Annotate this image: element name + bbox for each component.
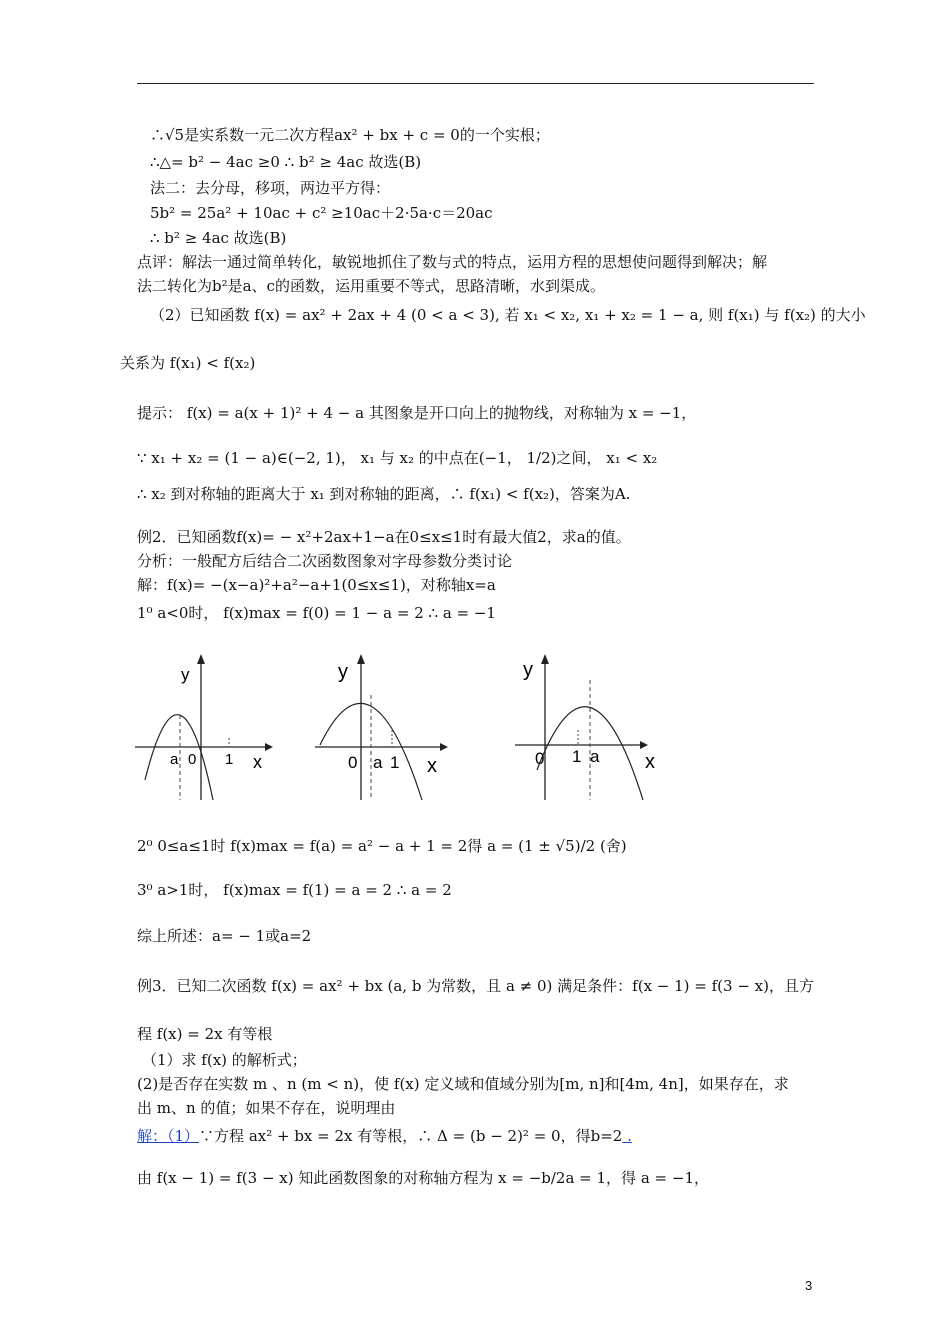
tick-label: a [590, 747, 600, 766]
hint-line: ∴ x₂ 到对称轴的距离大于 x₁ 到对称轴的距离，∴ f(x₁) < f(x₂)，答案为A. [137, 485, 631, 503]
parabola-graphs [125, 650, 715, 810]
case-line: 3⁰ a>1时， f(x)max = f(1) = a = 2 ∴ a = 2 [137, 881, 452, 899]
text-line: ∴ b² ≥ 4ac 故选(B) [150, 229, 287, 247]
solution-link-dot[interactable]: . [622, 1127, 632, 1145]
question-line: 出 m、n 的值；如果不存在，说明理由 [137, 1099, 396, 1117]
text-line: ∴△= b² − 4ac ≥0 ∴ b² ≥ 4ac 故选(B) [150, 153, 422, 171]
tick-label: 1 [225, 751, 234, 768]
comment-line: 法二转化为b²是a、c的函数，运用重要不等式，思路清晰，水到渠成。 [137, 277, 605, 295]
example-line: 例3．已知二次函数 f(x) = ax² + bx (a, b 为常数，且 a ≠ 0) 满足条件：f(x − 1) = f(3 − x)，且方 [137, 977, 814, 995]
case-line: 1⁰ a<0时， f(x)max = f(0) = 1 − a = 2 ∴ a = −1 [137, 604, 496, 622]
graph-2 [315, 654, 448, 800]
graph-1 [135, 654, 273, 800]
tick-label: a [373, 753, 383, 772]
solution-line: 解：f(x)= −(x−a)²+a²−a+1(0≤x≤1)，对称轴x=a [137, 576, 496, 594]
y-axis-label: y [181, 665, 190, 684]
x-axis-label: x [253, 752, 262, 772]
y-axis-label: y [523, 659, 533, 681]
hint-line: 提示： f(x) = a(x + 1)² + 4 − a 其图象是开口向上的抛物线，对称轴为 x = −1， [137, 404, 697, 422]
x-axis-label: x [645, 751, 655, 773]
x-axis-label: x [427, 755, 437, 777]
tick-label: a [170, 751, 179, 768]
solution-link[interactable]: 解：（1） [137, 1127, 200, 1145]
tick-label: 0 [188, 751, 197, 768]
tick-label: 1 [390, 753, 400, 772]
tick-label: 1 [572, 747, 582, 766]
problem-line: （2）已知函数 f(x) = ax² + 2ax + 4 (0 < a < 3), 若 x₁ < x₂, x₁ + x₂ = 1 − a, 则 f(x₁) 与 f(x₂) 的大小 [150, 306, 866, 324]
text-line: ∴√5是实系数一元二次方程ax² + bx + c = 0的一个实根； [150, 126, 550, 144]
tick-label: 0 [348, 753, 358, 772]
example-line: 例2．已知函数f(x)= − x²+2ax+1−a在0≤x≤1时有最大值2，求a的值。 [137, 528, 631, 546]
solution-text: ∵方程 ax² + bx = 2x 有等根，∴ Δ = (b − 2)² = 0，得b=2 [199, 1127, 623, 1145]
hint-line: ∵ x₁ + x₂ = (1 − a)∈(−2, 1)， x₁ 与 x₂ 的中点在(−1， 1/2)之间， x₁ < x₂ [137, 449, 658, 467]
page-number: 3 [805, 1278, 813, 1293]
solution-line: 由 f(x − 1) = f(3 − x) 知此函数图象的对称轴方程为 x = −b/2a = 1，得 a = −1， [137, 1169, 709, 1187]
text-line: 法二：去分母，移项，两边平方得： [150, 179, 391, 197]
case-line: 2⁰ 0≤a≤1时 f(x)max = f(a) = a² − a + 1 = 2得 a = (1 ± √5)/2 (舍) [137, 837, 627, 855]
y-axis-label: y [338, 661, 348, 683]
conclusion-line: 综上所述：a= − 1或a=2 [137, 927, 312, 945]
text-line: 5b² = 25a² + 10ac + c² ≥10ac＋2·5a·c＝20ac [150, 204, 493, 222]
problem-line: 关系为 f(x₁) < f(x₂) [120, 354, 256, 372]
question-line: （1）求 f(x) 的解析式； [142, 1051, 307, 1069]
solution-line [137, 1126, 632, 1146]
example-line: 程 f(x) = 2x 有等根 [137, 1025, 273, 1043]
tick-label: 0 [535, 749, 545, 768]
question-line: (2)是否存在实数 m 、n (m < n)，使 f(x) 定义域和值域分别为[m, n]和[4m, 4n]，如果存在，求 [137, 1075, 789, 1093]
comment-line: 点评：解法一通过简单转化，敏锐地抓住了数与式的特点，运用方程的思想使问题得到解决；解 [137, 253, 768, 271]
header-rule [137, 83, 814, 84]
analysis-line: 分析：一般配方后结合二次函数图象对字母参数分类讨论 [137, 552, 513, 570]
graph-3 [515, 654, 655, 800]
